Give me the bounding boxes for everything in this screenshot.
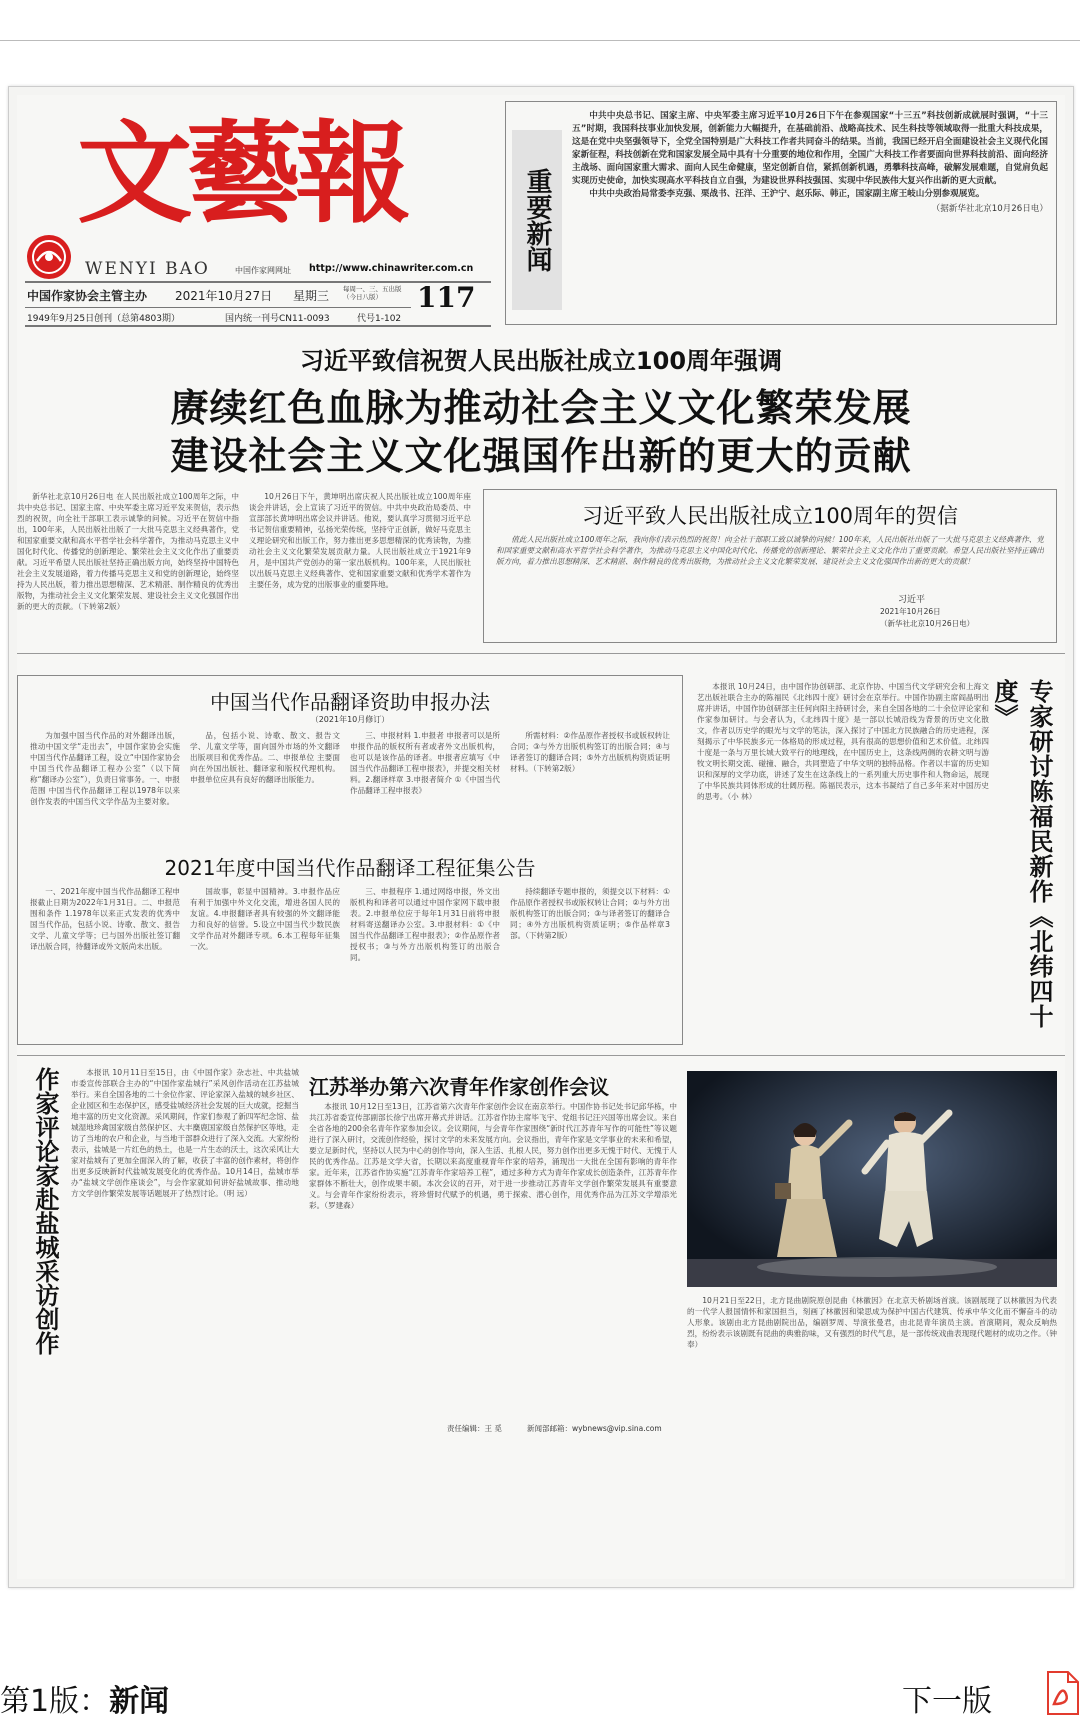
jiangsu-body <box>309 1101 677 1419</box>
photo-caption-text: 10月21日至22日，北方昆曲剧院原创昆曲《林徽因》在北京天桥剧场首演。该剧展现了以林徽因为代表的一代学人报国情怀和家国担当，刻画了林徽因和梁思成为保护中国古代建筑、传承中华文化而不懈奋斗的动人形象。该剧由北方昆曲剧院出品，编剧罗周、导演张曼君，由北昆青年演员主演。首演期间，观众反响热烈，纷纷表示该剧既有昆曲的典雅韵味，又有强烈的时代气息，是一部传统戏曲表现现代题材的成功之作。（钟 奉） <box>687 1296 1057 1349</box>
letter-date: 2021年10月26日 <box>880 607 941 616</box>
translation-body-1d-text: 所需材料：②作品原作者授权书或版权转让合同；③与外方出版机构签订的出版合同；④与译者签订的翻译合同；⑤外方出版机构资质证明材料。（下转第2版） <box>510 731 670 773</box>
critics-body-text: 本报讯 10月11日至15日，由《中国作家》杂志社、中共盐城市委宣传部联合主办的“中国作家盐城行”采风创作活动在江苏盐城举行。来自全国各地的二十余位作家、评论家深入盐城的城乡社区、企业园区和生态保护区，感受盐城经济社会发展的巨大成就，挖掘当地丰富的历史文化资源。采风期间，作家们参观了新四军纪念馆、盐城湿地珍禽国家级自然保护区、大丰麋鹿国家级自然保护区等地，走访了当地的农户和企业，与当地干部群众进行了深入交流。大家纷纷表示，盐城是一片红色的热土，也是一片生态的沃土，这次采风让大家对盐城有了更加全面深入的了解，收获了丰富的创作素材，将创作出更多反映新时代盐城发展变化的优秀作品。10月14日，盐城市举办“盐城文学创作座谈会”，与会作家就如何讲好盐城故事、推动地方文学创作繁荣发展等话题展开了热烈讨论。（明 远） <box>71 1068 299 1198</box>
masthead-cn-code: 国内统一刊号CN11-0093 <box>225 314 330 324</box>
masthead-date: 2021年10月27日 <box>175 289 273 303</box>
key-news-paragraph-1: 中共中央总书记、国家主席、中央军委主席习近平10月26日下午在参观国家“十三五”科技创新成就展时强调，“十三五”时期，我国科技事业加快发展，创新能力大幅提升，在基础前沿、战略高技术、民生科技等领域取得一批重大科技成果，这是在党中央坚强领导下，全党全国特别是广大科技工作者共同奋斗的结果。当前，我国已经开启全面建设社会主义现代化国家新征程，科技创新在党和国家发展全局中具有十分重要的地位和作用，全国广大科技工作者要面向世界科技前沿、面向经济主战场、面向国家重大需求、面向人民生命健康，坚定创新自信，紧抓创新机遇，勇攀科技高峰，破解发展难题，自觉肩负起实现历史使命，加快实现高水平科技自立自强，为建设世界科技强国、实现中华民族伟大复兴作出新的更大贡献。 <box>572 111 1048 186</box>
translation-body-1d <box>510 730 670 830</box>
masthead-post-code: 代号1-102 <box>357 314 402 324</box>
newspaper-page[interactable] <box>8 86 1074 1588</box>
translation-body-1b <box>190 730 340 830</box>
translation-title-2: 2021年度中国当代作品翻译工程征集公告 <box>164 856 536 880</box>
lead-story-column-1-text: 新华社北京10月26日电 在人民出版社成立100周年之际，中共中央总书记、国家主席、中央军委主席习近平发来贺信，表示热烈的祝贺，向全社干部职工表示诚挚的问候。习近平在贺信中指出，100年来，人民出版社出版了一大批马克思主义经典著作，党和国家重要文献和高水平哲学社会科学著作，为推动马克思主义中国化时代化、传播党的创新理论、繁荣社会主义文化作出了重要贡献。习近平希望人民出版社坚持正确出版方向，始终坚持中国特色社会主义发展道路，着力传播马克思主义和党的创新理论，始终坚持为人民出版，着力推出思想精深、艺术精湛、制作精良的优秀出版物，为推动社会主义文化繁荣发展、建设社会主义文化强国作出新的更大的贡献。（下转第2版） <box>17 492 239 611</box>
jiangsu-title[interactable]: 江苏举办第六次青年作家创作会议 <box>309 1075 609 1099</box>
masthead-founded: 1949年9月25日创刊（总第4803期） <box>27 314 180 324</box>
masthead-emblem-icon <box>27 235 71 279</box>
translation-body-1a-text: 为加强中国当代作品的对外翻译出版，推动中国文学“走出去”，中国作家协会实施中国当代作品翻译工程，设立“中国作家协会中国当代作品翻译工程办公室”（以下简称“翻译办公室”），负责日常事务。一、申报范围 中国当代作品翻译工程以1978年以来创作发表的中国当代文学作品为主要对象。 <box>30 731 180 806</box>
masthead-schedule: 每周一、三、五出版（今日八版） <box>343 285 402 301</box>
lead-story-column-2-text: 10月26日下午，黄坤明出席庆祝人民出版社成立100周年座谈会并讲话，会上宣读了习近平的贺信。中共中央政治局委员、中宣部部长黄坤明出席会议并讲话。他说，要认真学习贯彻习近平总书记贺信重要精神，弘扬光荣传统，坚持守正创新，做好马克思主义理论研究和出版工作，努力推出更多思想精深的优秀读物，为推动社会主义文化繁荣发展贡献力量。人民出版社成立于1921年9月，是中国共产党创办的第一家出版机构。100年来，人民出版社以出版马克思主义经典著作、党和国家重要文献和优秀学术著作为主要任务，成为党的出版事业的重要阵地。 <box>249 492 471 589</box>
masthead <box>25 95 495 329</box>
letter-signature: 习近平 <box>898 595 926 605</box>
footer-email: 新闻部邮箱：wybnews@vip.sina.com <box>527 1424 662 1433</box>
newspaper-sheet <box>17 95 1065 1579</box>
critics-vertical-title[interactable]: 作家评论家赴盐城采访创作 <box>31 1067 59 1355</box>
forum-body-text: 本报讯 10月24日，由中国作协创研部、北京作协、中国当代文学研究会和上海文艺出版社联合主办的陈福民《北纬四十度》研讨会在京举行。中国作协副主席阎晶明出席并讲话，中国作协创研部主任何向阳主持研讨会，来自全国各地的二十余位评论家和作家参加研讨。与会者认为，《北纬四十度》是一部以长城沿线为背景的历史文化散文，作者以历史学的眼光与文学的笔法，深入探讨了中国北方民族融合的历史进程，深刻揭示了中华民族多元一体格局的形成过程，具有很高的思想价值和艺术价值。北纬四十度是一条与万里长城大致平行的地理线，在中国历史上，这条线两侧的农耕文明与游牧文明长期交流、碰撞、融合，共同塑造了中华文明的独特品格。作者以丰富的历史知识和深厚的文学功底，讲述了发生在这条线上的一系列重大历史事件和人物命运，展现了中华民族共同体形成的壮阔历程。陈福民表示，这本书凝结了自己多年来对中国历史的思考。（小 林） <box>697 682 989 801</box>
lead-story-column-1 <box>17 491 239 641</box>
translation-body-2d-text: 持续翻译专题申报的，须提交以下材料：①作品原作者授权书或版权转让合同；②与外方出版机构签订的出版合同；③与译者签订的翻译合同；④外方出版机构资质证明；⑤作品样章3部。（下转第2版） <box>510 887 670 940</box>
forum-body <box>697 681 989 1041</box>
headline-kicker: 习近平致信祝贺人民出版社成立100周年强调 <box>299 347 783 375</box>
letter-source: （新华社北京10月26日电） <box>880 619 975 628</box>
translation-title-1: 中国当代作品翻译资助申报办法 <box>210 690 490 714</box>
lead-story-column-2 <box>249 491 471 641</box>
translation-body-1b-text: 品，包括小说、诗歌、散文、报告文学、儿童文学等，面向国外市场的外文翻译出版项目和优秀作品。二、申报单位 主要面向在外国出版社、翻译家和版权代理机构。申报单位应具有良好的翻译出版能力。 <box>190 731 340 784</box>
key-news-paragraph-2: 中共中央政治局常委李克强、栗战书、汪洋、王沪宁、赵乐际、韩正，国家副主席王岐山分别参观展览。 <box>589 189 985 199</box>
jiangsu-body-text: 本报讯 10月12日至13日，江苏省第六次青年作家创作会议在南京举行。中国作协书记处书记邱华栋，中共江苏省委宣传部副部长徐宁出席开幕式并讲话。江苏省作协主席毕飞宇、党组书记汪兴国等出席会议。来自全省各地的200余名青年作家参加会议。会议期间，与会青年作家围绕“新时代江苏青年写作的可能性”等议题进行了深入研讨，交流创作经验，探讨文学的未来发展方向。会议指出，青年作家是文学事业的未来和希望，要立足新时代，坚持以人民为中心的创作导向，深入生活、扎根人民，努力创作出更多无愧于时代、无愧于人民的优秀作品。江苏是文学大省，长期以来高度重视青年作家的培养，涌现出一大批在全国有影响的青年作家。近年来，江苏省作协实施“江苏青年作家培养工程”，通过多种方式为青年作家成长创造条件，江苏青年作家群体不断壮大，创作成果丰硕。本次会议的召开，对于进一步推动江苏青年文学创作繁荣发展具有重要意义。与会青年作家纷纷表示，将珍惜时代赋予的机遇，勇于探索、潜心创作，用优秀作品为江苏文学增添光彩。（罗建森） <box>309 1102 677 1210</box>
browser-top-bar <box>0 0 1080 41</box>
key-news-source: （据新华社北京10月26日电） <box>931 204 1048 214</box>
translation-body-2a <box>30 886 180 1026</box>
masthead-title: 文藝報 <box>77 109 405 238</box>
page-indicator[interactable] <box>0 1676 169 1720</box>
stage-photo[interactable] <box>687 1071 1057 1287</box>
translation-body-2c <box>350 886 500 1026</box>
letter-body-text: 值此人民出版社成立100周年之际，我向你们表示热烈的祝贺！向全社干部职工致以诚挚的问候！100年来，人民出版社出版了一大批马克思主义经典著作、党和国家重要文献和高水平哲学社会科学著作，为推动马克思主义中国化时代化、传播党的创新理论、繁荣社会主义文化作出了重要贡献。希望人民出版社坚持正确出版方向，着力推出思想精深、艺术精湛、制作精良的优秀出版物，为推动社会主义文化繁荣发展、建设社会主义文化强国作出新的更大的贡献！ <box>496 535 1044 566</box>
masthead-pinyin: WENYI BAO <box>85 259 210 279</box>
bottom-nav <box>0 1600 1080 1729</box>
page-section-label: 新闻 <box>109 1684 170 1719</box>
translation-body-1c <box>350 730 500 830</box>
pdf-icon[interactable] <box>1044 1670 1080 1716</box>
masthead-site-url[interactable]: http://www.chinawriter.com.cn <box>309 263 474 274</box>
page-number-label: 第1版： <box>0 1684 110 1719</box>
masthead-site-label: 中国作家网网址 <box>235 266 291 275</box>
footer-editor: 责任编辑：王 觅 <box>447 1424 502 1433</box>
headline-line-1[interactable]: 赓续红色血脉为推动社会主义文化繁荣发展 <box>170 386 912 430</box>
key-news-body <box>572 110 1048 316</box>
critics-body <box>71 1067 299 1419</box>
translation-body-2a-text: 一、2021年度中国当代作品翻译工程申报截止日期为2022年1月31日。二、申报范围和条件 1.1978年以来正式发表的优秀中国当代作品，包括小说、诗歌、散文、报告文学、儿童文学等；已与国外出版社签订翻译出版合同，待翻译或外文版尚未出版。 <box>30 887 180 951</box>
letter-body <box>496 534 1044 612</box>
letter-title: 习近平致人民出版社成立100周年的贺信 <box>581 504 959 528</box>
next-page-link[interactable]: 下一版 <box>902 1684 992 1719</box>
key-news-label: 重要新闻 <box>512 130 562 310</box>
translation-body-1a <box>30 730 180 830</box>
photo-caption <box>687 1295 1057 1419</box>
translation-body-2c-text: 三、申报程序 1.通过网络申报，外文出版机构和译者可以通过中国作家网下载申报表。2.申报单位应于每年1月31日前将申报材料寄送翻译办公室。3.申报材料：①《中国当代作品翻译工程申报表》；②作品原作者授权书；③与外方出版机构签订的出版合同。 <box>350 887 500 962</box>
headline-line-2[interactable]: 建设社会主义文化强国作出新的更大的贡献 <box>170 434 912 478</box>
masthead-weekday: 星期三 <box>293 289 330 303</box>
key-news-box[interactable] <box>505 101 1057 325</box>
translation-subtitle-1: （2021年10月修订） <box>310 715 390 724</box>
letter-box[interactable] <box>483 489 1057 643</box>
forum-vertical-title[interactable]: 专家研讨陈福民新作《北纬四十度》 <box>990 679 1053 1029</box>
translation-body-1c-text: 三、申报材料 1.申报者 申报者可以是所申报作品的版权所有者或者外文出版机构，也可以是该作品的译者。申报者应填写《中国当代作品翻译工程申报表》，并提交相关材料。2.翻译样章 3.申报者简介 ①《中国当代作品翻译工程申报表》 <box>350 731 500 795</box>
stage-photo-image <box>687 1071 1057 1287</box>
translation-body-2d <box>510 886 670 1026</box>
translation-box[interactable] <box>17 675 683 1045</box>
masthead-sponsor: 中国作家协会主管主办 <box>27 289 148 303</box>
translation-body-2b <box>190 886 340 1026</box>
translation-body-2b-text: 国故事，彰显中国精神。3.申报作品应有利于加强中外文化交流，增进各国人民的友谊。4.申报翻译者具有较强的外文翻译能力和良好的信誉。5.设立中国当代少数民族文学作品对外翻译专项。6.本工程每年征集一次。 <box>190 887 340 951</box>
masthead-issue-number: 117 <box>417 281 476 314</box>
